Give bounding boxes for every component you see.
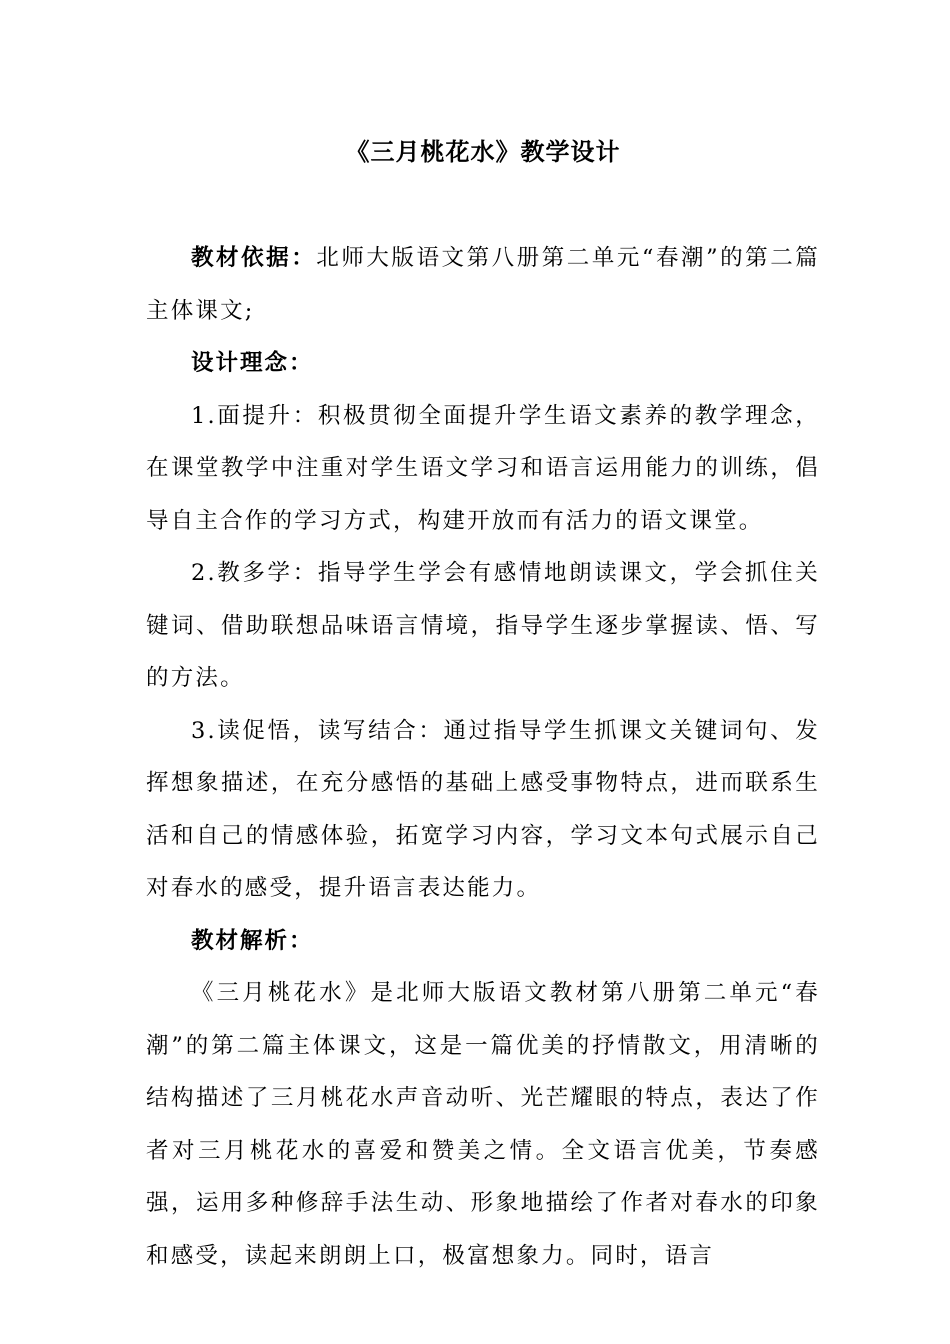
concept-item-1: 1.面提升：积极贯彻全面提升学生语文素养的教学理念，在课堂教学中注重对学生语文学习和语言运用能力的训练，倡导自主合作的学习方式，构建开放而有活力的语文课堂。: [146, 402, 820, 534]
basis-text: 北师大版语文第八册第二单元“春潮”的第二篇主体课文;: [146, 245, 820, 324]
document-page: [146, 130, 820, 1282]
concept-heading: 设计理念：: [191, 350, 314, 376]
concept-item-3: 3.读促悟，读写结合：通过指导学生抓课文关键词句、发挥想象描述，在充分感悟的基础上感受事物特点，进而联系生活和自己的情感体验，拓宽学习内容，学习文本句式展示自己对春水的感受，提升语言表达能力。: [146, 717, 820, 901]
analysis-paragraph: 《三月桃花水》是北师大版语文教材第八册第二单元“春潮”的第二篇主体课文，这是一篇优美的抒情散文，用清晰的结构描述了三月桃花水声音动听、光芒耀眼的特点，表达了作者对三月桃花水的喜爱和赞美之情。全文语言优美，节奏感强，运用多种修辞手法生动、形象地描绘了作者对春水的印象和感受，读起来朗朗上口，极富想象力。同时，语言: [146, 980, 820, 1269]
analysis-heading: 教材解析：: [191, 927, 314, 954]
concept-item-2: 2.教多学：指导学生学会有感情地朗读课文，学会抓住关键词、借助联想品味语言情境，指导学生逐步掌握读、悟、写的方法。: [146, 560, 820, 691]
document-body: [146, 232, 820, 1282]
basis-label: 教材依据：: [191, 245, 317, 271]
document-title: 《三月桃花水》教学设计: [345, 138, 621, 166]
basis-paragraph: [146, 232, 820, 337]
